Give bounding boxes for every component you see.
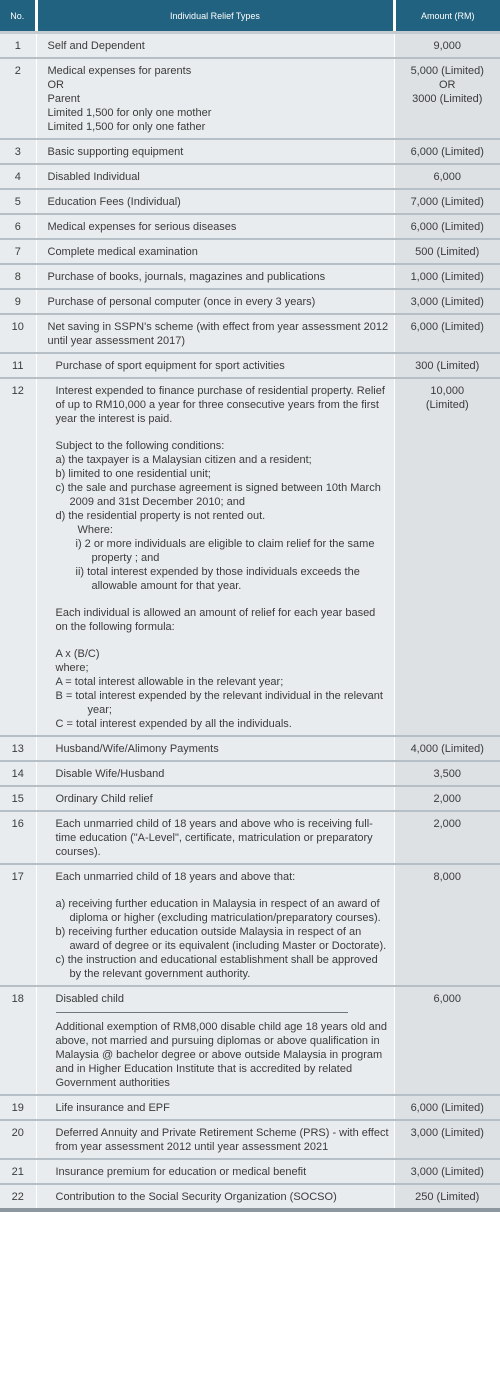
relief-type: Insurance premium for education or medical benefit	[36, 1159, 394, 1184]
row-number: 17	[0, 864, 36, 986]
relief-type: Deferred Annuity and Private Retirement Scheme (PRS) - with effect from year assessment 2012 until year assessment 2021	[36, 1120, 394, 1159]
row-number: 18	[0, 986, 36, 1095]
relief-type: Basic supporting equipment	[36, 139, 394, 164]
table-row	[0, 811, 500, 864]
table-row	[0, 986, 500, 1095]
relief-type-line: Medical expenses for parents	[47, 65, 192, 77]
relief-amount-line: OR	[439, 79, 456, 91]
row-number: 15	[0, 786, 36, 811]
row-number: 21	[0, 1159, 36, 1184]
row-number: 12	[0, 378, 36, 736]
relief-amount: 300 (Limited)	[394, 353, 500, 378]
relief-amount: 3,000 (Limited)	[394, 1159, 500, 1184]
formula: A x (B/C)	[55, 648, 100, 660]
formula-item: C = total interest expended by all the individuals.	[55, 718, 292, 730]
condition-item: b) limited to one residential unit;	[55, 468, 211, 480]
relief-amount	[394, 58, 500, 139]
row-number: 10	[0, 314, 36, 353]
relief-type	[36, 986, 394, 1095]
row-number: 9	[0, 289, 36, 314]
relief-intro: Interest expended to finance purchase of residential property. Relief of up to RM10,000 a year for three consecutive years from the first year the interest is paid.	[55, 385, 385, 425]
table-row	[0, 164, 500, 189]
header-row	[0, 0, 500, 33]
relief-type: Ordinary Child relief	[36, 786, 394, 811]
relief-amount: 6,000 (Limited)	[394, 1095, 500, 1120]
relief-amount: 7,000 (Limited)	[394, 189, 500, 214]
table-row	[0, 378, 500, 736]
relief-amount: 2,000	[394, 786, 500, 811]
table-row	[0, 214, 500, 239]
table-row	[0, 1095, 500, 1120]
relief-type-line: Limited 1,500 for only one mother	[47, 107, 212, 119]
relief-note: Additional exemption of RM8,000 disable child age 18 years old and above, not married and pursuing diplomas or above qualification in Malaysia @ bachelor degree or above outside Malaysia in program and in Higher Education Institute that is accredited by related Government authorities	[55, 1021, 387, 1089]
header-relief-type: Individual Relief Types	[36, 0, 394, 33]
relief-type: Complete medical examination	[36, 239, 394, 264]
row-number: 7	[0, 239, 36, 264]
relief-type: Disable Wife/Husband	[36, 761, 394, 786]
relief-amount: 6,000 (Limited)	[394, 214, 500, 239]
condition-item: a) the taxpayer is a Malaysian citizen and a resident;	[55, 454, 312, 466]
relief-amount-line: (Limited)	[425, 399, 469, 411]
relief-type-line: Parent	[47, 93, 80, 105]
relief-amount: 6,000	[394, 164, 500, 189]
where-item: i) 2 or more individuals are eligible to claim relief for the same property ; and	[75, 538, 375, 564]
table-row	[0, 353, 500, 378]
relief-amount	[394, 378, 500, 736]
relief-type: Purchase of books, journals, magazines and publications	[36, 264, 394, 289]
row-number: 2	[0, 58, 36, 139]
relief-amount-line: 5,000 (Limited)	[410, 65, 484, 77]
row-number: 11	[0, 353, 36, 378]
formula-where: where;	[55, 662, 89, 674]
row-number: 19	[0, 1095, 36, 1120]
relief-amount: 500 (Limited)	[394, 239, 500, 264]
relief-type: Disabled Individual	[36, 164, 394, 189]
table-row	[0, 139, 500, 164]
row-number: 1	[0, 33, 36, 59]
row-number: 5	[0, 189, 36, 214]
relief-type	[36, 864, 394, 986]
relief-amount: 6,000	[394, 986, 500, 1095]
table-header	[0, 0, 500, 33]
table-row	[0, 786, 500, 811]
relief-type: Purchase of sport equipment for sport activities	[36, 353, 394, 378]
row-number: 16	[0, 811, 36, 864]
relief-amount: 1,000 (Limited)	[394, 264, 500, 289]
row-number: 4	[0, 164, 36, 189]
relief-type-line: Limited 1,500 for only one father	[47, 121, 206, 133]
relief-type: Education Fees (Individual)	[36, 189, 394, 214]
relief-type	[36, 58, 394, 139]
table-row	[0, 58, 500, 139]
table-row	[0, 864, 500, 986]
relief-type: Each unmarried child of 18 years and above who is receiving full-time education ("A-Level", certificate, matriculation or preparatory courses).	[36, 811, 394, 864]
relief-type: Net saving in SSPN's scheme (with effect from year assessment 2012 until year assessment 2017)	[36, 314, 394, 353]
table-row	[0, 1159, 500, 1184]
formula-intro: Each individual is allowed an amount of relief for each year based on the following formula:	[55, 607, 376, 633]
formula-item: B = total interest expended by the relevant individual in the relevant year;	[55, 690, 383, 716]
relief-amount: 6,000 (Limited)	[394, 139, 500, 164]
table-row	[0, 1120, 500, 1159]
relief-amount: 8,000	[394, 864, 500, 986]
paragraph-spacer	[56, 884, 390, 897]
row-number: 20	[0, 1120, 36, 1159]
relief-type: Medical expenses for serious diseases	[36, 214, 394, 239]
relief-title: Disabled child	[55, 993, 124, 1005]
relief-amount-line: 10,000	[430, 385, 465, 397]
table-row	[0, 314, 500, 353]
divider	[56, 1012, 348, 1013]
relief-type: Contribution to the Social Security Organization (SOCSO)	[36, 1184, 394, 1210]
header-no: No.	[0, 0, 36, 33]
relief-type	[36, 378, 394, 736]
relief-intro: Each unmarried child of 18 years and above that:	[55, 871, 296, 883]
row-number: 22	[0, 1184, 36, 1210]
paragraph-spacer	[56, 593, 390, 606]
condition-item: b) receiving further education outside Malaysia in respect of an award of degree or its equivalent (including Master or Doctorate).	[55, 926, 387, 952]
relief-amount: 3,000 (Limited)	[394, 1120, 500, 1159]
relief-amount: 3,000 (Limited)	[394, 289, 500, 314]
paragraph-spacer	[56, 634, 390, 647]
table-row	[0, 239, 500, 264]
relief-amount: 6,000 (Limited)	[394, 314, 500, 353]
row-number: 6	[0, 214, 36, 239]
relief-amount: 3,500	[394, 761, 500, 786]
relief-amount: 4,000 (Limited)	[394, 736, 500, 761]
header-amount: Amount (RM)	[394, 0, 500, 33]
condition-item: c) the sale and purchase agreement is signed between 10th March 2009 and 31st December 2010; and	[55, 482, 381, 508]
condition-item: d) the residential property is not rented out.	[55, 510, 266, 522]
relief-amount: 2,000	[394, 811, 500, 864]
table-row	[0, 189, 500, 214]
formula-item: A = total interest allowable in the relevant year;	[55, 676, 284, 688]
relief-type: Husband/Wife/Alimony Payments	[36, 736, 394, 761]
table-row	[0, 264, 500, 289]
table-row	[0, 736, 500, 761]
conditions-intro: Subject to the following conditions:	[55, 440, 225, 452]
where-item: ii) total interest expended by those individuals exceeds the allowable amount for that year.	[75, 566, 360, 592]
where-label: Where:	[77, 524, 113, 536]
table-row	[0, 1184, 500, 1210]
relief-type: Self and Dependent	[36, 33, 394, 59]
row-number: 14	[0, 761, 36, 786]
relief-type: Purchase of personal computer (once in every 3 years)	[36, 289, 394, 314]
condition-item: a) receiving further education in Malaysia in respect of an award of diploma or higher (excluding matriculation/preparatory courses).	[55, 898, 381, 924]
table-row	[0, 289, 500, 314]
condition-item: c) the instruction and educational establishment shall be approved by the relevant government authority.	[55, 954, 378, 980]
paragraph-spacer	[56, 426, 390, 439]
table-row	[0, 33, 500, 59]
relief-type: Life insurance and EPF	[36, 1095, 394, 1120]
row-number: 13	[0, 736, 36, 761]
row-number: 3	[0, 139, 36, 164]
relief-amount: 9,000	[394, 33, 500, 59]
table-row	[0, 761, 500, 786]
relief-amount: 250 (Limited)	[394, 1184, 500, 1210]
relief-type-line: OR	[47, 79, 64, 91]
row-number: 8	[0, 264, 36, 289]
relief-amount-line: 3000 (Limited)	[412, 93, 483, 105]
